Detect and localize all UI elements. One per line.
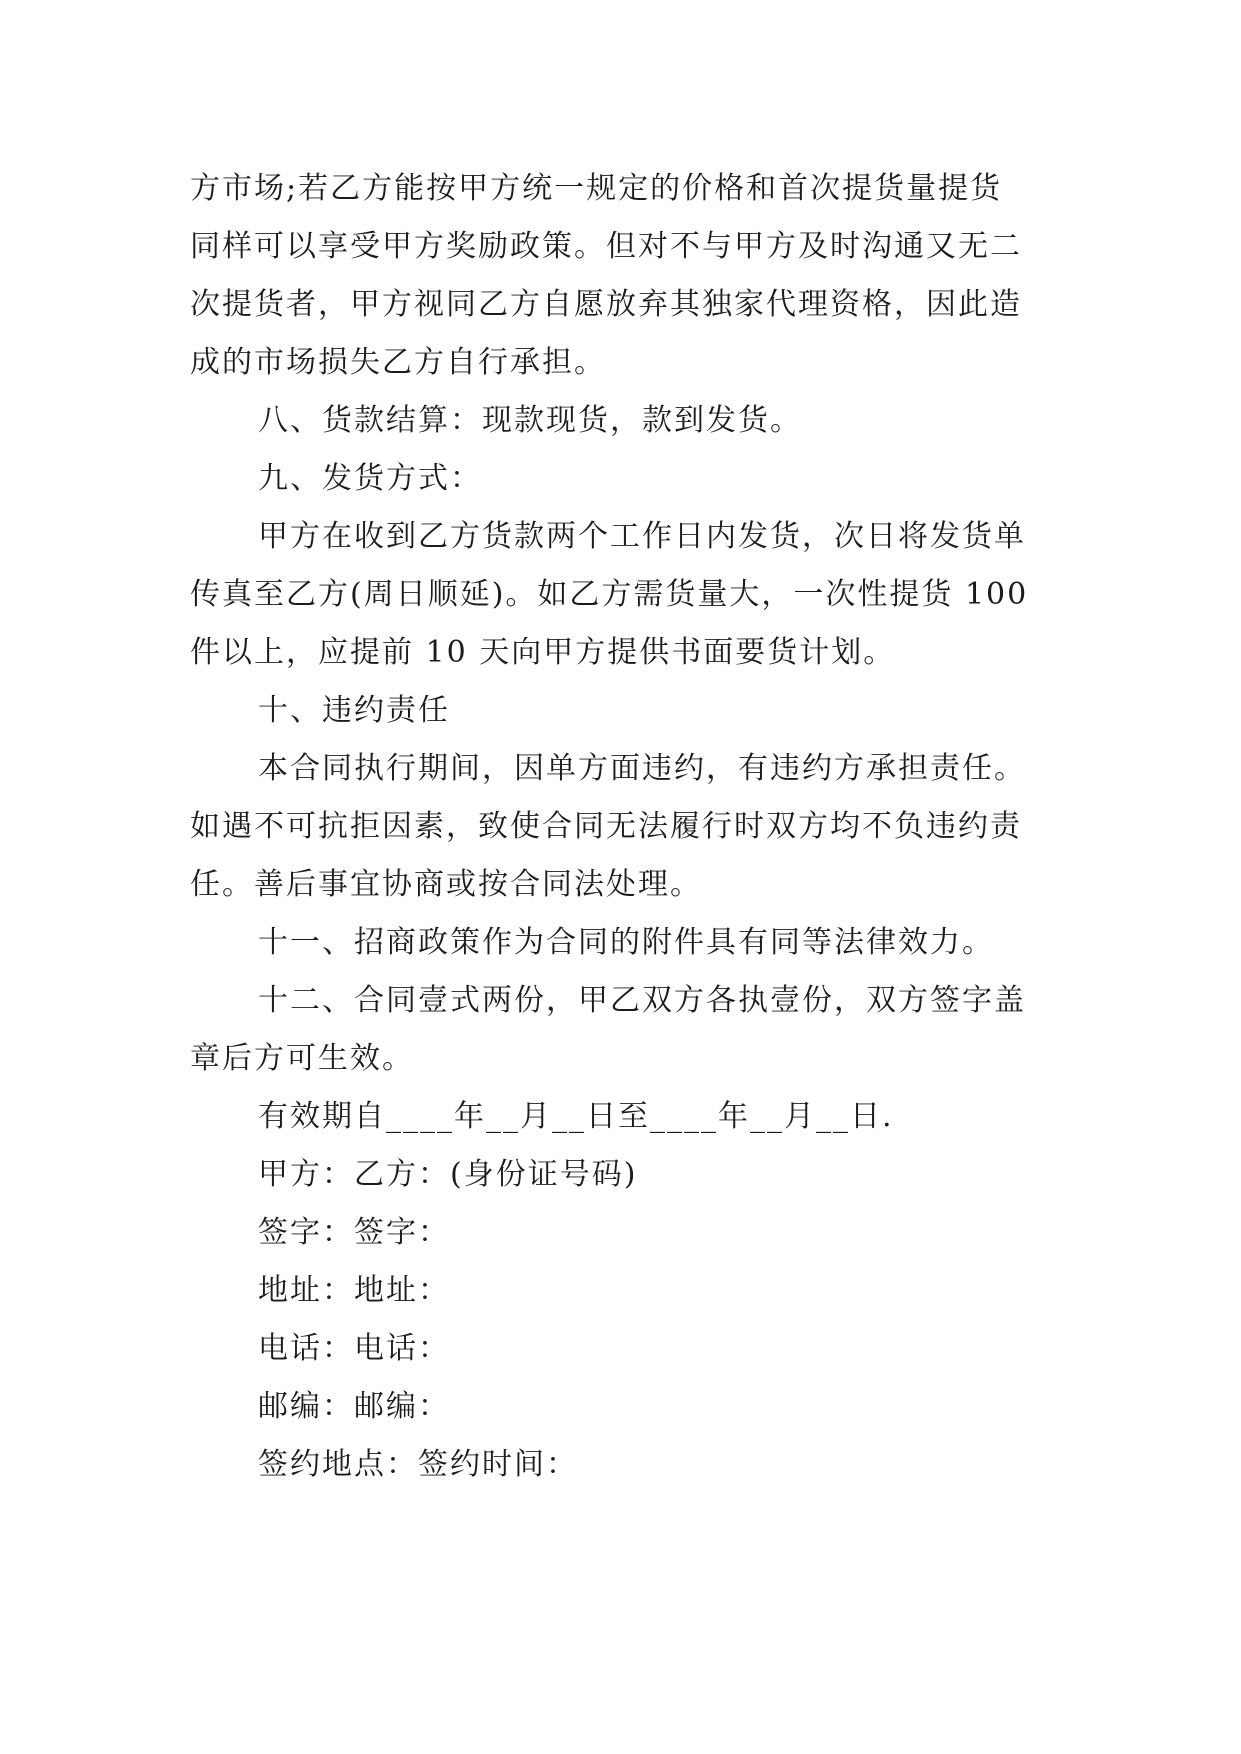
contract-text-body [190,160,1050,1494]
text-line: 本合同执行期间，因单方面违约，有违约方承担责任。 [258,751,1026,786]
clause-12: 十二、合同壹式两份，甲乙双方各执壹份，双方签字盖 [258,983,1026,1018]
clause-8-payment: 八、货款结算：现款现货，款到发货。 [258,403,802,438]
text-line: 章后方可生效。 [190,1041,414,1076]
text-line: 如遇不可抗拒因素，致使合同无法履行时双方均不负违约责 [190,809,1022,844]
text-line: 件以上，应提前 10 天向甲方提供书面要货计划。 [190,635,896,670]
text-line: 传真至乙方(周日顺延)。如乙方需货量大，一次性提货 100 [190,577,1029,612]
phone-line: 电话：电话： [258,1331,450,1366]
address-line: 地址：地址： [258,1273,450,1308]
text-line: 方市场;若乙方能按甲方统一规定的价格和首次提货量提货 [190,171,1003,206]
text-line: 任。善后事宜协商或按合同法处理。 [190,867,702,902]
signing-place-time-line: 签约地点：签约时间： [258,1447,578,1482]
party-line: 甲方：乙方：(身份证号码) [258,1157,638,1192]
signature-line: 签字：签字： [258,1215,450,1250]
text-line: 甲方在收到乙方货款两个工作日内发货，次日将发货单 [258,519,1026,554]
postcode-line: 邮编：邮编： [258,1389,450,1424]
text-line: 成的市场损失乙方自行承担。 [190,345,606,380]
clause-11: 十一、招商政策作为合同的附件具有同等法律效力。 [258,925,994,960]
text-line: 同样可以享受甲方奖励政策。但对不与甲方及时沟通又无二 [190,229,1022,264]
validity-period-line: 有效期自____年__月__日至____年__月__日. [258,1099,894,1134]
clause-10-heading: 十、违约责任 [258,693,450,728]
clause-9-heading: 九、发货方式： [258,461,482,496]
text-line: 次提货者，甲方视同乙方自愿放弃其独家代理资格，因此造 [190,287,1022,322]
